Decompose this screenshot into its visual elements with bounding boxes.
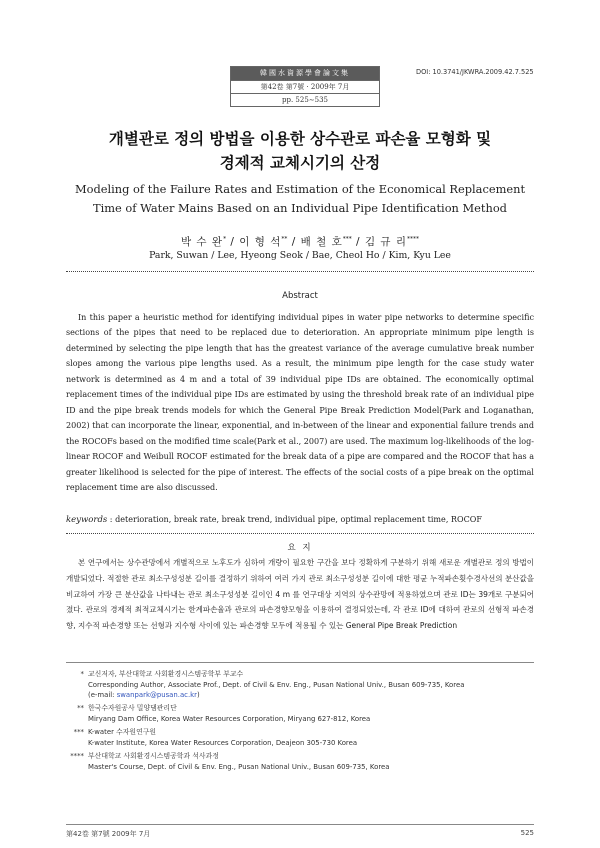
journal-info-box: [230, 66, 380, 107]
author-1-mark: *: [223, 235, 227, 243]
footnote-mark: ***: [73, 728, 84, 736]
author-4-mark: ****: [407, 235, 420, 243]
footnote-mark: ****: [70, 752, 84, 760]
footer-rule: [66, 824, 534, 825]
title-korean-line-1: 개별관로 정의 방법을 이용한 상수관로 파손율 모형화 및: [108, 130, 492, 148]
footnote-english: Miryang Dam Office, Korea Water Resources Corporation, Miryang 627-812, Korea: [88, 714, 371, 723]
footnote-korean: 교신저자, 부산대학교 사회환경시스템공학부 부교수: [88, 670, 244, 678]
footnote-korean: K-water 수자원연구원: [88, 728, 157, 736]
footer-issue: 第42卷 第7號 2009年 7月: [66, 830, 151, 838]
author-separator: /: [287, 236, 301, 248]
author-separator: /: [226, 236, 240, 248]
title-korean-line-2: 경제적 교체시기의 산정: [219, 154, 381, 172]
author-4: 김 규 리: [364, 236, 408, 248]
footnote-korean: 한국수자원공사 밀양댐관리단: [88, 704, 177, 712]
divider: [66, 271, 534, 272]
footnote-english: Master's Course, Dept. of Civil & Env. Eng., Pusan National Univ., Busan 609-735, Korea: [88, 762, 390, 771]
journal-pages: pp. 525∼535: [231, 93, 379, 106]
authors-korean: [60, 234, 540, 249]
footnote-2: [66, 703, 534, 724]
keywords-text: : deterioration, break rate, break trend, individual pipe, optimal replacement time, ROCOF: [107, 515, 482, 524]
title-korean: [60, 127, 540, 175]
journal-issue: 第42卷 第7號 · 2009年 7月: [231, 80, 379, 93]
author-1: 박 수 완: [180, 236, 224, 248]
author-3-mark: ***: [342, 235, 352, 243]
footnote-korean: 부산대학교 사회환경시스템공학과 석사과정: [88, 752, 219, 760]
divider: [66, 533, 534, 534]
author-2: 이 형 석: [239, 236, 282, 248]
footnote-3: [66, 727, 534, 748]
author-separator: /: [351, 236, 365, 248]
footnote-rule: [66, 662, 534, 663]
footnote-1: [66, 669, 534, 701]
authors-english: Park, Suwan / Lee, Hyeong Seok / Bae, Cheol Ho / Kim, Kyu Lee: [149, 250, 451, 261]
email-link[interactable]: swanpark@pusan.ac.kr: [116, 691, 197, 699]
abstract-heading: Abstract: [282, 291, 318, 301]
title-english: [60, 180, 540, 218]
footnote-mark: *: [80, 670, 84, 678]
abstract-body: In this paper a heuristic method for identifying individual pipes in water pipe networks to determine specific sections of the pipes that need to be replaced due to deterioration. An appropriate minimum pipe length is determined by selecting the pipe length that has the greatest variance of the average cumulative break number slopes among the various pipe lengths used. As a result, the minimum pipe length for the case study water network is determined as 4 m and a total of 39 individual pipe IDs are obtained. The economically optimal replacement times of the individual pipe IDs are estimated by using the threshold break rate of an individual pipe ID and the pipe break trends models for which the General Pipe Break Prediction Model(Park and Loganathan, 2002) that can incorporate the linear, exponential, and in-between of the linear and exponential failure trends and the ROCOFs based on the modified time scale(Park et al., 2007) are used. The maximum log-likelihoods of the log-linear ROCOF and Weibull ROCOF estimated for the break data of a pipe are compared and the ROCOF that has a greater likelihood is selected for the pipe of interest. The effects of the social costs of a pipe break on the optimal replacement time are also discussed.: [66, 313, 534, 492]
footnote-mark: **: [77, 704, 84, 712]
email-close: ): [196, 691, 200, 699]
author-3: 배 철 호: [300, 236, 343, 248]
yoji-body: 본 연구에서는 상수관망에서 개별적으로 노후도가 심하여 개량이 필요한 구간을 보다 정확하게 구분하기 위해 새로운 개별관로 정의 방법이 개발되었다. 적절한 관로 최소구성성분 길이를 결정하기 위하여 여러 가지 관로 최소구성성분 길이에 대한 평균 누적파손횟수경사선의 분산값을 비교하여 가장 큰 분산값을 나타내는 관로 최소구성성분 길이인 4 m 를 연구대상 지역의 상수관망에 적용하였으며 관로 ID는 39개로 구분되어졌다. 관로의 경제적 최적교체시기는 한계파손율과 관로의 파손경향모형을 이용하여 결정되었는데, 각 관로 ID에 대하여 관로의 선형적 파손경향, 지수적 파손경향 또는 선형과 지수형 사이에 있는 파손경향 모두에 적용될 수 있는 General Pipe Break Prediction: [66, 558, 534, 631]
author-2-mark: **: [281, 235, 288, 243]
journal-name: 韓國水資源學會論文集: [231, 67, 379, 80]
keywords: [66, 515, 534, 525]
page-number: 525: [520, 829, 534, 837]
footnote-english: K-water Institute, Korea Water Resources Corporation, Deajeon 305-730 Korea: [88, 738, 358, 747]
title-english-line-1: Modeling of the Failure Rates and Estimation of the Economical Replacement: [74, 182, 526, 196]
doi: DOI: 10.3741/JKWRA.2009.42.7.525: [416, 68, 534, 76]
title-english-line-2: Time of Water Mains Based on an Individual Pipe Identification Method: [93, 201, 507, 215]
keywords-label: keywords: [66, 515, 108, 525]
yoji-heading: 요 지: [287, 543, 313, 553]
footnote-4: [66, 751, 534, 772]
footnote-english: Corresponding Author, Associate Prof., Dept. of Civil & Env. Eng., Pusan National Univ., Busan 609-735, Korea: [88, 680, 465, 689]
email-label: (e-mail:: [88, 691, 117, 699]
